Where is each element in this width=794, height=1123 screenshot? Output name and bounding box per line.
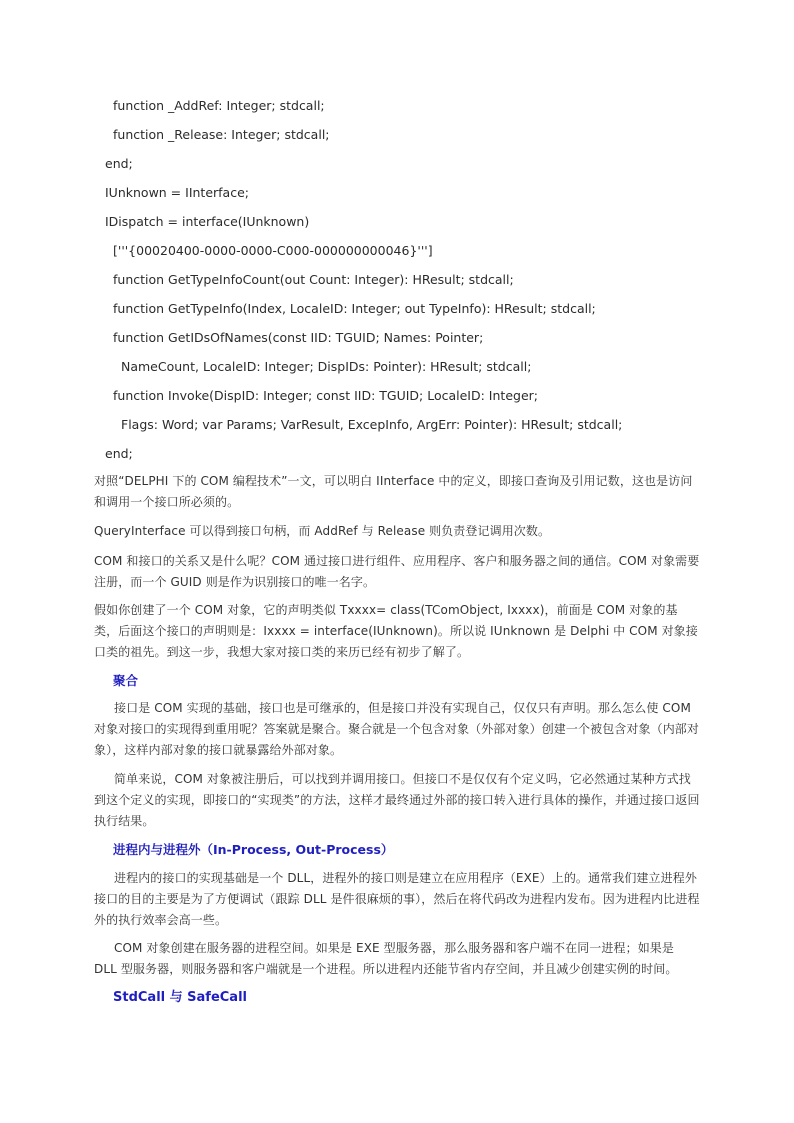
paragraph-com-declaration: 假如你创建了一个 COM 对象，它的声明类似 Txxxx= class(TComObject, Ixxxx)，前面是 COM 对象的基类，后面这个接口的声明则是：Ixxxx = interface(IUnknown)。所以说 IUnknown 是 Delphi 中 COM 对象接口类的祖先。到这一步，我想大家对接口类的来历已经有初步了解了。 <box>94 603 698 659</box>
code-line: NameCount, LocaleID: Integer; DispIDs: Pointer): HResult; stdcall; <box>121 359 532 374</box>
heading-in-out-process: 进程内与进程外（In-Process, Out-Process） <box>113 842 394 857</box>
code-line: function Invoke(DispID: Integer; const IID: TGUID; LocaleID: Integer; <box>113 388 538 403</box>
code-line: end; <box>105 156 133 171</box>
heading-aggregation: 聚合 <box>113 673 139 688</box>
paragraph-interface-definition: 对照“DELPHI 下的 COM 编程技术”一文，可以明白 IInterface 中的定义，即接口查询及引用记数，这也是访问和调用一个接口所必须的。 <box>94 474 693 509</box>
heading-stdcall-safecall: StdCall 与 SafeCall <box>113 990 247 1005</box>
code-line: IUnknown = IInterface; <box>105 185 249 200</box>
code-line: function _AddRef: Integer; stdcall; <box>113 98 325 113</box>
code-line: function GetIDsOfNames(const IID: TGUID; Names: Pointer; <box>113 330 484 345</box>
paragraph-implementation: 简单来说，COM 对象被注册后，可以找到并调用接口。但接口不是仅仅有个定义吗，它必然通过某种方式找到这个定义的实现，即接口的“实现类”的方法，这样才最终通过外部的接口转入进行具体的操作，并通过接口返回执行结果。 <box>94 772 700 828</box>
code-line: ['''{00020400-0000-0000-C000-000000000046}'''] <box>113 243 433 258</box>
code-line: Flags: Word; var Params; VarResult, ExcepInfo, ArgErr: Pointer): HResult; stdcall; <box>121 417 623 432</box>
paragraph-aggregation: 接口是 COM 实现的基础，接口也是可继承的，但是接口并没有实现自己，仅仅只有声明。那么怎么使 COM 对象对接口的实现得到重用呢？答案就是聚合。聚合就是一个包含对象（外部对象）创建一个被包含对象（内部对象），这样内部对象的接口就暴露给外部对象。 <box>94 701 700 757</box>
code-line: end; <box>105 446 133 461</box>
code-line: IDispatch = interface(IUnknown) <box>105 214 310 229</box>
code-line: function _Release: Integer; stdcall; <box>113 127 330 142</box>
paragraph-com-and-interface: COM 和接口的关系又是什么呢？COM 通过接口进行组件、应用程序、客户和服务器之间的通信。COM 对象需要注册，而一个 GUID 则是作为识别接口的唯一名字。 <box>94 554 700 589</box>
code-line: function GetTypeInfoCount(out Count: Integer): HResult; stdcall; <box>113 272 514 287</box>
paragraph-in-process: 进程内的接口的实现基础是一个 DLL，进程外的接口则是建立在应用程序（EXE）上的。通常我们建立进程外接口的目的主要是为了方便调试（跟踪 DLL 是件很麻烦的事），然后在将代码改为进程内发布。因为进程内比进程外的执行效率会高一些。 <box>94 871 700 927</box>
paragraph-queryinterface: QueryInterface 可以得到接口句柄，而 AddRef 与 Release 则负责登记调用次数。 <box>94 524 551 538</box>
code-line: function GetTypeInfo(Index, LocaleID: Integer; out TypeInfo): HResult; stdcall; <box>113 301 596 316</box>
paragraph-server-process: COM 对象创建在服务器的进程空间。如果是 EXE 型服务器，那么服务器和客户端不在同一进程；如果是 DLL 型服务器，则服务器和客户端就是一个进程。所以进程内还能节省内存空间，并且减少创建实例的时间。 <box>94 941 678 976</box>
